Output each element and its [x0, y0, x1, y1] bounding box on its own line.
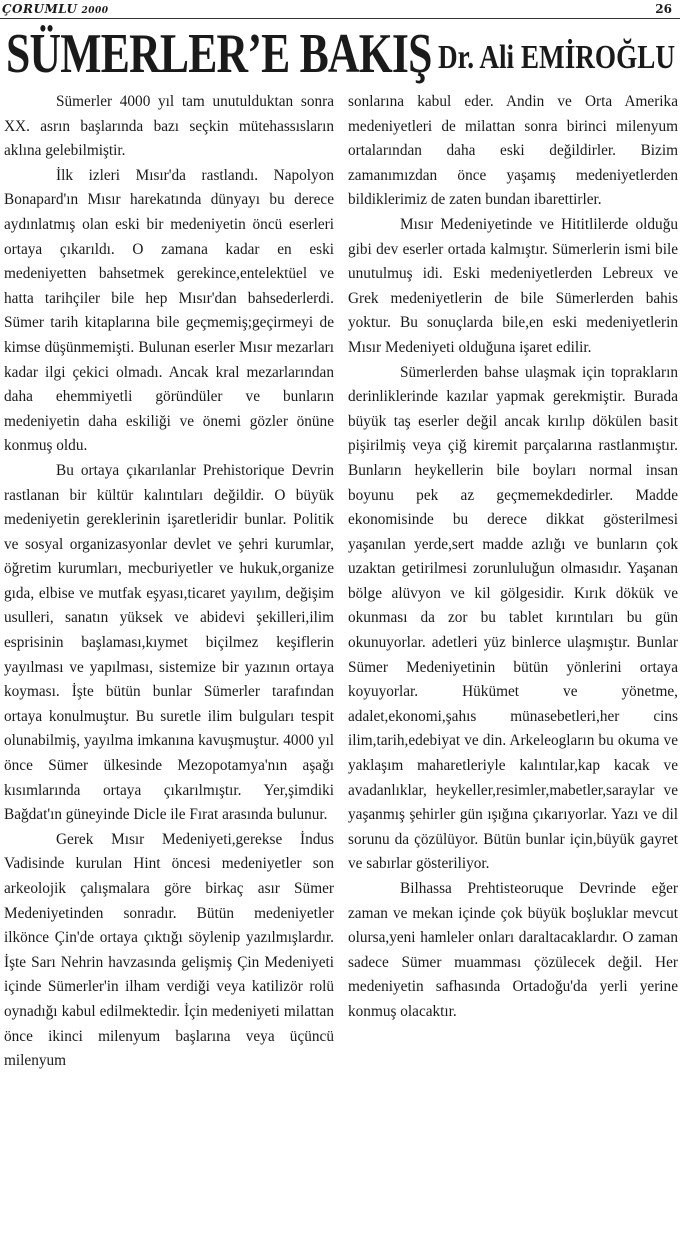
magazine-name — [2, 2, 109, 16]
paragraph: Bu ortaya çıkarılanlar Prehistorique Devrin rastlanan bir kültür kalıntıları değildir. O büyük medeniyetin gereklerinin işaretleridir bunlar. Politik ve sosyal organizasyonlar devlet ve şehri kurumlar, öğretim kurumları, mecburiyetler ve hukuk,organize gıda, elbise ve mutfak eşyası,ticaret yayılım, değişim usulleri, sanatın yüksek ve abidevi şekilleri,ilim esprisinin başlaması,kıymet biçilmez keşiflerin yayılması ve yapılması, sistemize bir yazının ortaya koyması. İşte bütün bunlar Sümerler tarafından ortaya konulmuştur. Bu suretle ilim bulguları tespit olunabilmiş, yayılma imkanına kavuşmuştur. 4000 yıl önce Sümer ülkesinde Mezopotamya'nın aşağı kısımlarında ortaya çıkarılmıştır. Yer,şimdiki Bağdat'ın güneyinde Dicle ile Fırat arasında bulunur. — [4, 461, 334, 824]
page-header — [0, 0, 680, 20]
magazine-title: ÇORUMLU — [2, 2, 78, 16]
article-title: SÜMERLER’E BAKIŞ — [6, 23, 432, 85]
header-rule — [0, 18, 680, 19]
paragraph: Bilhassa Prehtisteoruque Devrinde eğer zaman ve mekan içinde çok büyük boşluklar mevcut olursa,yeni hamleler onları daraltacaklardır. O zaman sadece Sümer muamması çözülecek değil. Her medeniyetin safhasında Ortadoğu'da yerli yerine konmuş olacaktır. — [348, 880, 678, 1020]
article-author: Dr. Ali EMİROĞLU — [438, 39, 676, 76]
paragraph: Mısır Medeniyetinde ve Hititlilerde olduğu gibi dev eserler ortada kalmıştır. Sümerlerin ismi bile unutulmuş idi. Eski medeniyetlerden Lebreux ve Grek medeniyetlerin de bile Sümerlerden bahis yoktur. Bu sonuçlarda bile,en eski medeniyetlerin Mısır Medeniyeti olduğuna işaret edilir. — [348, 215, 678, 356]
paragraph: İlk izleri Mısır'da rastlandı. Napolyon Bonapard'ın Mısır harekatında dünyayı bu derece aydınlatmış olan eski bir medeniyetin öncü eserleri ortaya çıkarıldı. O zamana kadar en eski medeniyetten bahsetmek gerekince,entelektüel ve hatta tarihçiler bile hep Mısır'dan bahsederlerdi. Sümer tarih kitaplarına bile geçmemiş;geçirmeyi de kimse düşünmemişti. Bulunan eserler Mısır mezarları kadar ilgi çekici olmadı. Ancak kral mezarlarından daha ehemmiyetli göründüler ve bunların medeniyetin daha eskiliği ve önemi gözler önüne konmuş oldu. — [4, 166, 334, 455]
paragraph: Sümerlerden bahse ulaşmak için toprakların derinliklerinde kazılar yapmak gerekmiştir. Burada büyük taş eserler değil ancak kırılıp dökülen basit pişirilmiş veya çiğ kiremit parçalarına rastlanmıştır. Bunların heykellerin bile boyları normal insan boyunu pek az geçmemekdedirler. Madde ekonomisinde bu derece dikkat gösterilmesi yaşanılan yerde,sert madde azlığı ve bunların çok uzaktan getirilmesi zorunluluğun olmasıdır. Yaşanan bölge alüvyon ve kil gölgesidir. Kırık dökük ve okunması da zor bu tablet kırıntıları bu gün okunuyorlar. adetleri yüz binlerce ulaşmıştır. Bunlar Sümer Medeniyetinin bütün yönlerini ortaya koyuyorlar. Hükümet ve yönetme, adalet,ekonomi,şahıs münasebetleri,her cins ilim,tarih,edebiyat ve din. Arkeleogların bu okuma ve yaklaşım maharetleriyle kalıntılar,kap kacak ve avadanlıklar, heykeller,resimler,mabetler,saraylar ve yaşanmış şehirler gün ışığına çıkarıyorlar. Yazı ve dil sorunu da çözülüyor. Bütün bunlar için,büyük gayret ve sabırlar gösteriliyor. — [348, 363, 678, 873]
paragraph: Sümerler 4000 yıl tam unutulduktan sonra XX. asrın başlarında bazı seçkin mütehassısların aklına gelebilmiştir. — [4, 93, 334, 160]
paragraph: sonlarına kabul eder. Andin ve Orta Amerika medeniyetleri de milattan sonra birinci milenyum ortalarından daha eski değildirler. Bizim zamanımızdan önce yaşamış medeniyetlerden bildiklerimiz de zaten bundan ibarettirler. — [348, 93, 678, 209]
right-column — [348, 90, 678, 1025]
article-heading — [6, 24, 676, 88]
magazine-year: 2000 — [81, 6, 109, 16]
left-column — [4, 90, 334, 1074]
page-number: 26 — [655, 2, 672, 16]
paragraph: Gerek Mısır Medeniyeti,gerekse İndus Vadisinde kurulan Hint öncesi medeniyetler son arkeolojik çalışmalara göre birkaç asır Sümer Medeniyetinden sonradır. Bütün medeniyetler ilkönce Çin'de ortaya çıktığı söylenip yazılmışlardır. İşte Sarı Nehrin havzasında gelişmiş Çin Medeniyeti içinde Sümerler'in ilham verdiği veya katilizör rolü oynadığı kabul edilmektedir. İçin medeniyeti milattan önce ikinci milenyum başlarına veya üçüncü milenyum — [4, 830, 334, 1070]
